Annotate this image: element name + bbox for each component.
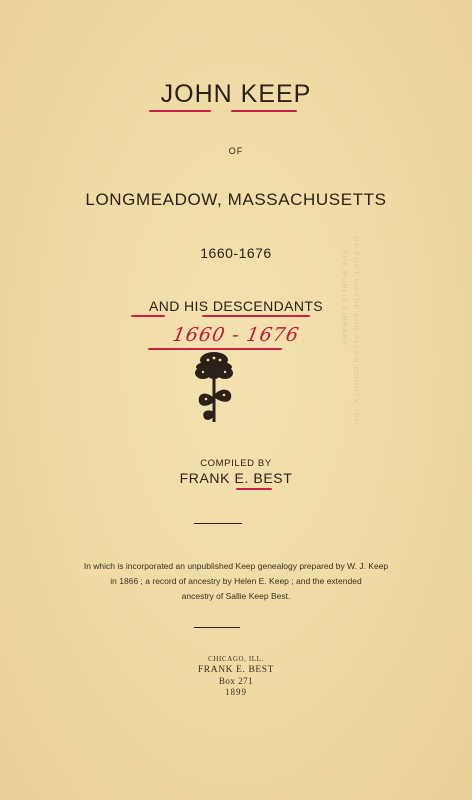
red-underline-john <box>149 110 211 112</box>
note-line-2: in 1866 ; a record of ancestry by Helen E. Keep ; and the extended <box>110 576 362 586</box>
place-text: LONGMEADOW, MASSACHUSETTS <box>85 190 387 209</box>
book-title: JOHN KEEP <box>160 80 312 108</box>
red-underline-keep <box>231 110 297 112</box>
descendants-text: AND HIS DESCENDANTS <box>148 298 324 314</box>
red-underline-and <box>131 315 165 317</box>
red-underline-descendants <box>202 315 310 317</box>
years-text: 1660-1676 <box>200 245 272 261</box>
red-underline-best <box>236 488 272 490</box>
flower-ornament-icon <box>191 350 237 428</box>
divider-rule <box>194 523 242 524</box>
publisher-name: FRANK E. BEST <box>197 665 275 675</box>
author-name: FRANK E. BEST <box>179 470 293 486</box>
note-line-3: ancestry of Sallie Keep Best. <box>181 591 291 601</box>
compiled-by-text: COMPILED BY <box>200 458 272 469</box>
publisher-city: CHICAGO, ILL. <box>208 655 264 663</box>
library-stamp-line-1: THE PUBLIC LIBRARY <box>340 250 349 347</box>
handwritten-years: 1660 - 1676 <box>170 324 302 346</box>
of-text: OF <box>228 146 244 156</box>
divider-rule <box>194 627 240 628</box>
note-line-1: In which is incorporated an unpublished Keep genealogy prepared by W. J. Keep <box>83 561 389 571</box>
publication-year: 1899 <box>225 687 247 697</box>
publisher-box: Box 271 <box>218 676 254 686</box>
library-stamp-line-2: OF FORT WAYNE AND ALLEN COUNTY, IND. <box>352 236 361 429</box>
